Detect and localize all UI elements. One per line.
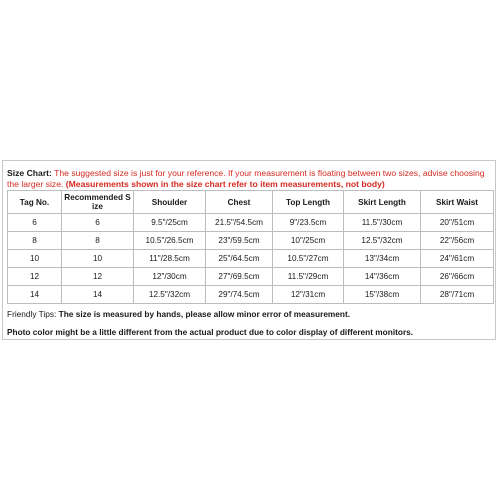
size-chart-panel — [2, 160, 496, 340]
table-cell: 26"/66cm — [421, 268, 494, 286]
table-cell: 12"/31cm — [273, 286, 344, 304]
table-cell: 28"/71cm — [421, 286, 494, 304]
table-row — [8, 214, 494, 232]
table-header-row — [8, 191, 494, 214]
table-cell: 12 — [62, 268, 134, 286]
table-cell: 14"/36cm — [344, 268, 421, 286]
table-cell: 9"/23.5cm — [273, 214, 344, 232]
header-tag-no: Tag No. — [8, 191, 62, 214]
table-cell: 21.5"/54.5cm — [206, 214, 273, 232]
friendly-tips — [7, 309, 493, 319]
table-cell: 11"/28.5cm — [134, 250, 206, 268]
header-skirt-waist: Skirt Waist — [421, 191, 494, 214]
table-row — [8, 286, 494, 304]
size-table — [7, 190, 494, 304]
table-cell: 6 — [62, 214, 134, 232]
friendly-tips-label: Friendly Tips: — [7, 309, 57, 319]
table-cell: 13"/34cm — [344, 250, 421, 268]
header-shoulder: Shoulder — [134, 191, 206, 214]
table-cell: 14 — [62, 286, 134, 304]
table-cell: 10 — [62, 250, 134, 268]
table-cell: 14 — [8, 286, 62, 304]
table-cell: 9.5"/25cm — [134, 214, 206, 232]
header-skirt-length: Skirt Length — [344, 191, 421, 214]
table-cell: 11.5"/30cm — [344, 214, 421, 232]
table-cell: 6 — [8, 214, 62, 232]
table-row — [8, 268, 494, 286]
table-cell: 22"/56cm — [421, 232, 494, 250]
table-cell: 12 — [8, 268, 62, 286]
header-top-length: Top Length — [273, 191, 344, 214]
table-cell: 10"/25cm — [273, 232, 344, 250]
table-cell: 10 — [8, 250, 62, 268]
table-cell: 15"/38cm — [344, 286, 421, 304]
table-cell: 23"/59.5cm — [206, 232, 273, 250]
table-cell: 10.5"/27cm — [273, 250, 344, 268]
table-cell: 8 — [8, 232, 62, 250]
table-cell: 8 — [62, 232, 134, 250]
size-chart-label: Size Chart: — [7, 168, 52, 178]
header-chest: Chest — [206, 191, 273, 214]
table-cell: 12"/30cm — [134, 268, 206, 286]
measurement-note: (Measurements shown in the size chart refer to item measurements, not body) — [65, 178, 385, 189]
table-cell: 20"/51cm — [421, 214, 494, 232]
table-cell: 27"/69.5cm — [206, 268, 273, 286]
size-chart-intro — [7, 168, 493, 189]
header-recommended-size: Recommended Size — [62, 191, 134, 214]
table-cell: 25"/64.5cm — [206, 250, 273, 268]
table-row — [8, 250, 494, 268]
table-cell: 11.5"/29cm — [273, 268, 344, 286]
size-advice-note: The suggested size is just for your reference. If your measurement is floating between two sizes, advise choosing the larger size. — [7, 168, 485, 189]
table-cell: 12.5"/32cm — [344, 232, 421, 250]
table-cell: 24"/61cm — [421, 250, 494, 268]
photo-color-note: Photo color might be a little different from the actual product due to color display of different monitors. — [7, 327, 414, 337]
table-cell: 12.5"/32cm — [134, 286, 206, 304]
friendly-tips-text: The size is measured by hands, please allow minor error of measurement. — [56, 309, 351, 319]
table-cell: 29"/74.5cm — [206, 286, 273, 304]
table-row — [8, 232, 494, 250]
table-cell: 10.5"/26.5cm — [134, 232, 206, 250]
